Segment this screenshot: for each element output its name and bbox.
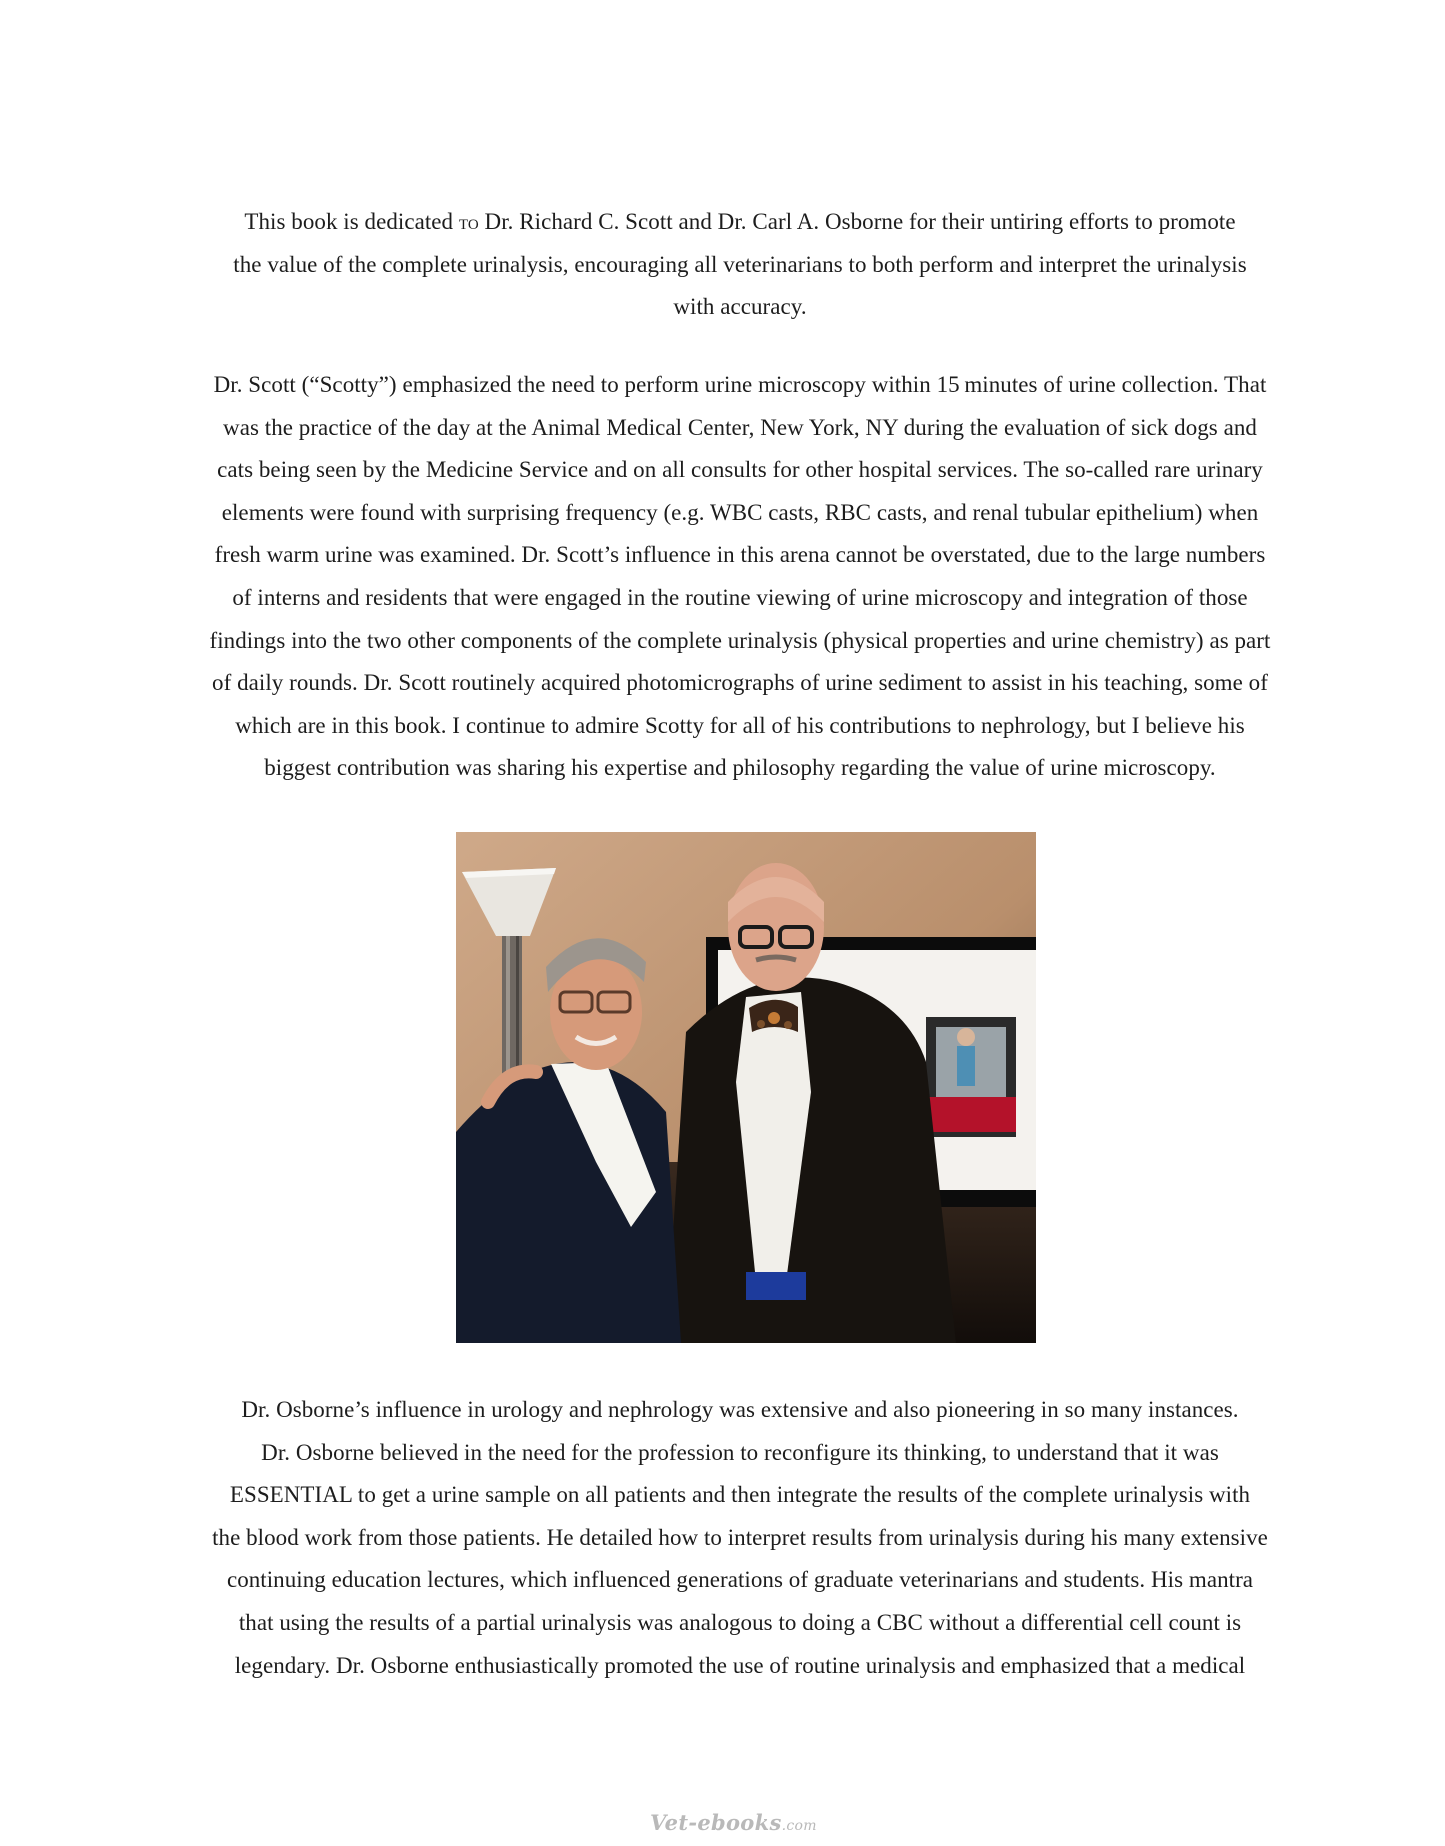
text-line: elements were found with surprising frequency (e.g. WBC casts, RBC casts, and renal tubular epithelium) when: [221, 499, 1259, 525]
text-line: [135, 201, 1345, 244]
text-line: the blood work from those patients. He detailed how to interpret results from urinalysis during his many extensive: [212, 1524, 1268, 1550]
text-line: was the practice of the day at the Animal Medical Center, New York, NY during the evaluation of sick dogs and: [223, 414, 1257, 440]
text-line: which are in this book. I continue to admire Scotty for all of his contributions to nephrology, but I believe his: [235, 712, 1245, 738]
text-line: fresh warm urine was examined. Dr. Scott’s influence in this arena cannot be overstated, due to the large numbers: [214, 542, 1266, 568]
text-line: that using the results of a partial urinalysis was analogous to doing a CBC without a differential cell count is: [238, 1609, 1242, 1635]
text-run: This book is dedicated: [244, 209, 459, 234]
text-line: Dr. Scott (“Scotty”) emphasized the need to perform urine microscopy within 15 minutes of urine collection. That: [213, 372, 1267, 397]
watermark-text: Vet-ebooks: [650, 1810, 782, 1835]
text-line: continuing education lectures, which influenced generations of graduate veterinarians and students. His mantra: [226, 1567, 1254, 1593]
text-run: Dr. Richard C. Scott and Dr. Carl A. Osborne for their untiring efforts to promote: [478, 209, 1236, 234]
watermark-logo: [650, 1810, 817, 1835]
text-line: Dr. Osborne believed in the need for the profession to reconfigure its thinking, to understand that it was: [261, 1439, 1219, 1465]
text-line: legendary. Dr. Osborne enthusiastically promoted the use of routine urinalysis and emphasized that a medical: [234, 1652, 1246, 1678]
text-line: with accuracy.: [673, 294, 807, 320]
text-line: findings into the two other components of the complete urinalysis (physical properties and urine chemistry) as part: [209, 627, 1271, 653]
text-line: the value of the complete urinalysis, encouraging all veterinarians to both perform and interpret the urinalysis: [233, 251, 1247, 277]
dedication-paragraph: [135, 201, 1345, 329]
small-caps-word: to: [458, 210, 479, 234]
text-line: biggest contribution was sharing his expertise and philosophy regarding the value of urine microscopy.: [264, 755, 1216, 781]
text-line: of daily rounds. Dr. Scott routinely acquired photomicrographs of urine sediment to assist in his teaching, some of: [212, 670, 1268, 696]
watermark-suffix: .com: [781, 1818, 817, 1834]
scott-paragraph: [135, 364, 1345, 790]
text-line: ESSENTIAL to get a urine sample on all patients and then integrate the results of the complete urinalysis with: [229, 1482, 1251, 1508]
text-line: cats being seen by the Medicine Service and on all consults for other hospital services. The so-called rare urinary: [217, 457, 1263, 483]
photo-illustration: [456, 832, 1036, 1343]
photograph: [456, 832, 1036, 1343]
osborne-paragraph: [135, 1389, 1345, 1687]
text-line: of interns and residents that were engaged in the routine viewing of urine microscopy and integration of those: [232, 584, 1248, 610]
text-line: Dr. Osborne’s influence in urology and nephrology was extensive and also pioneering in so many instances.: [241, 1397, 1239, 1422]
